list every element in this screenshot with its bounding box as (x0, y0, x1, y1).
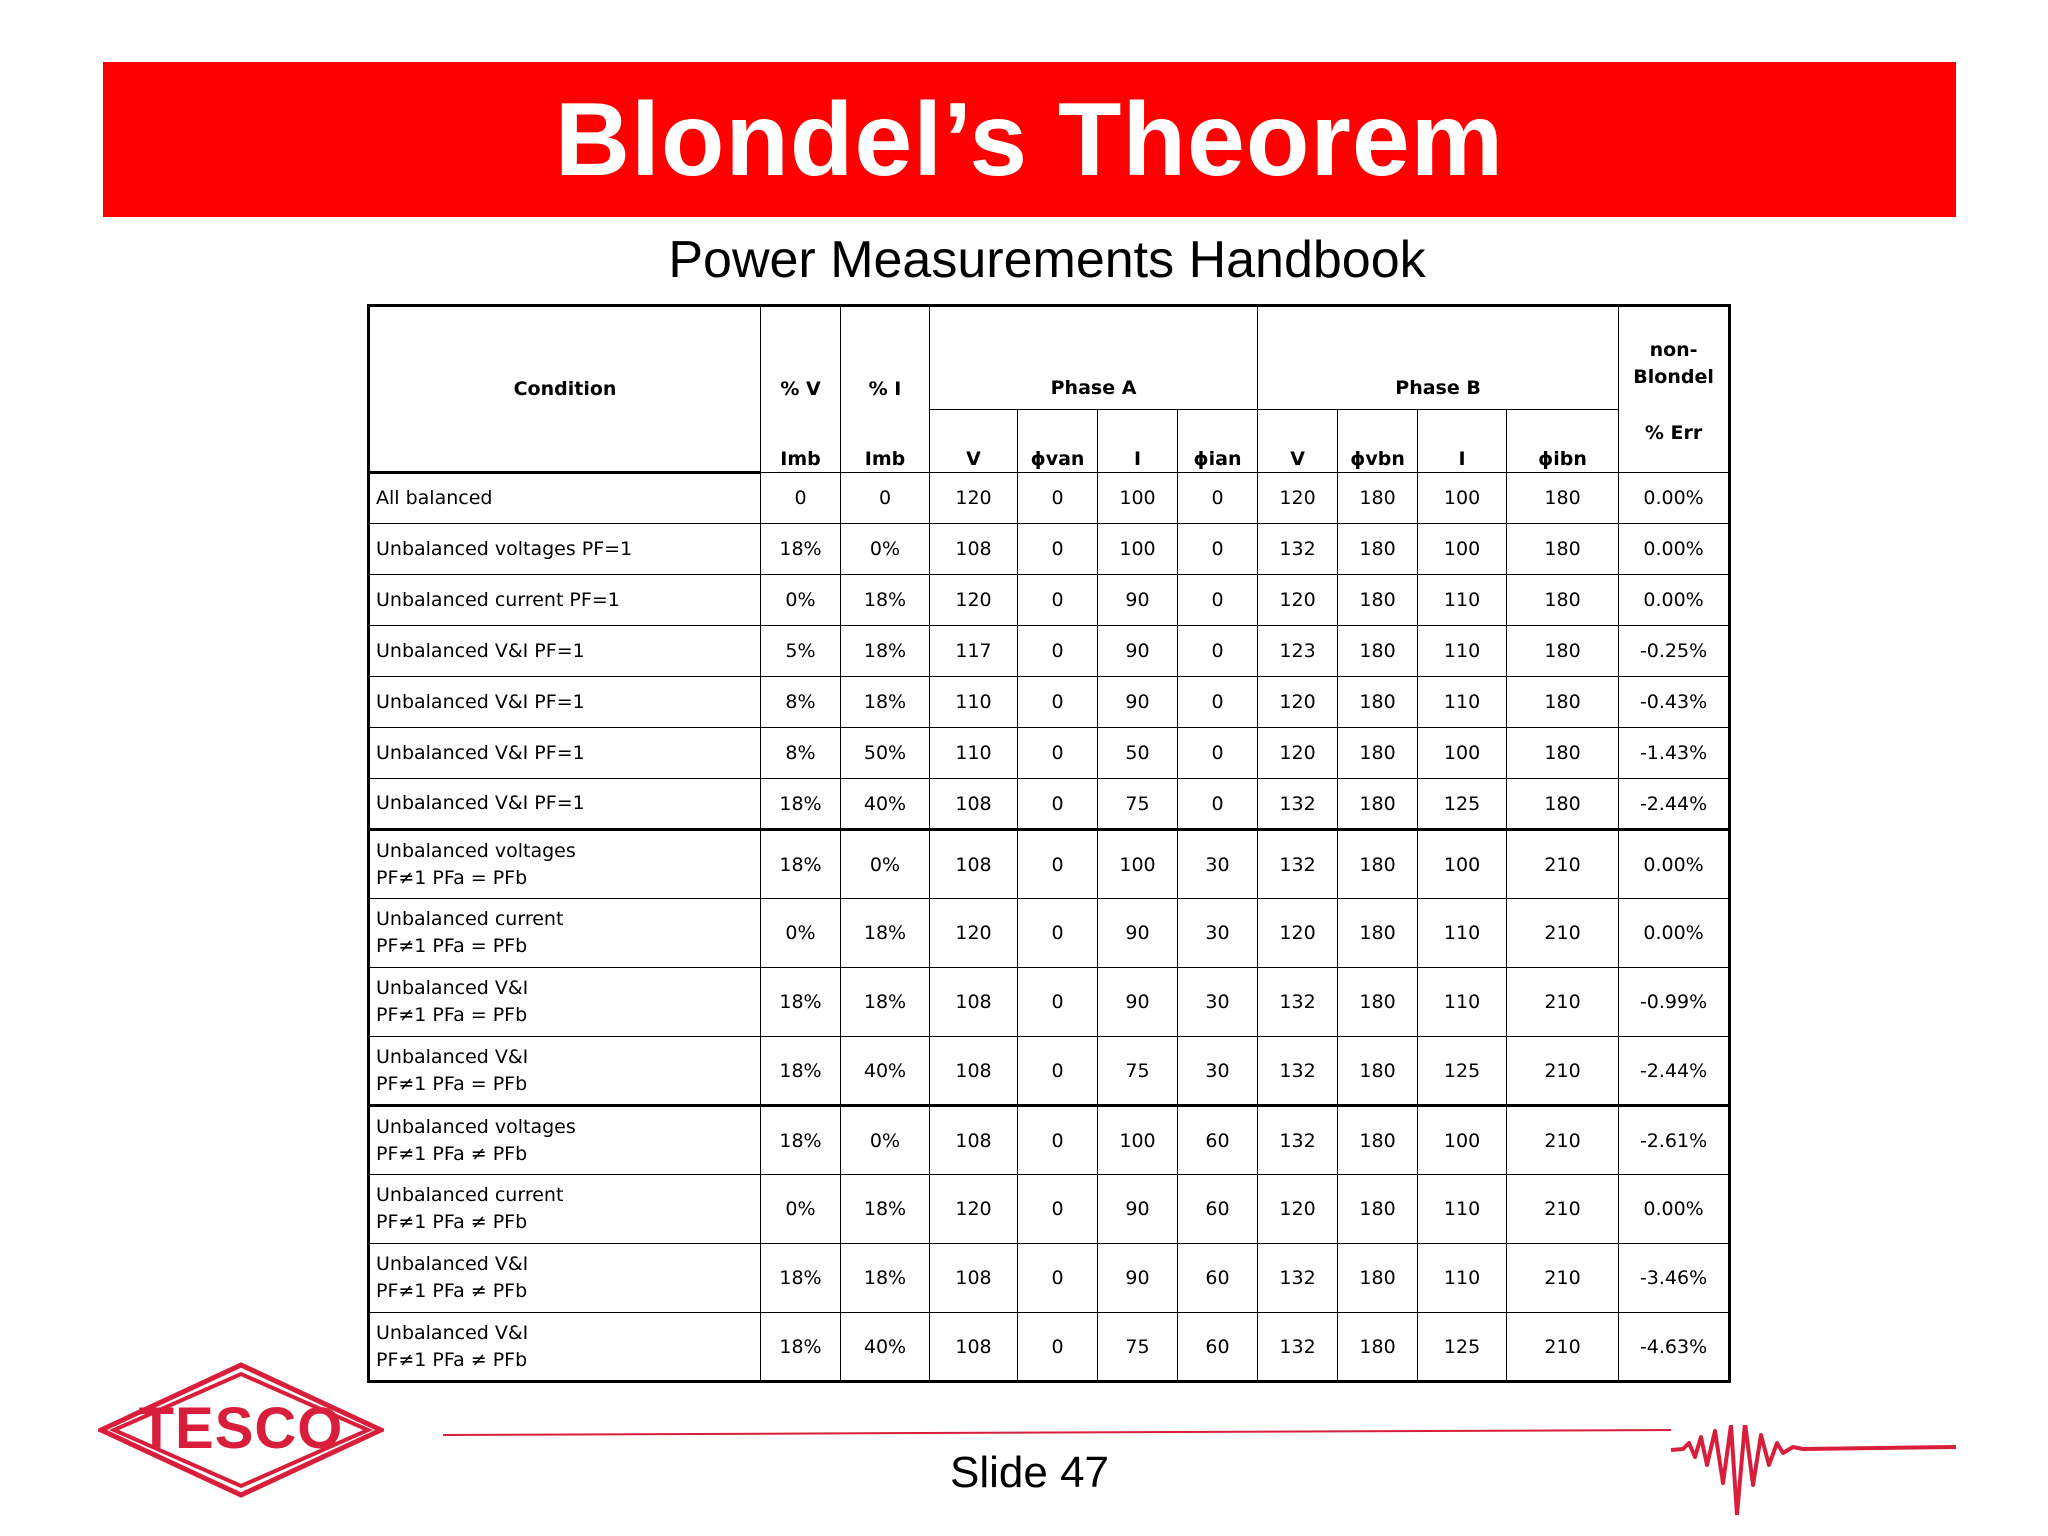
cell-b-phi-vbn: 180 (1338, 524, 1418, 575)
cell-b-phi-vbn: 180 (1338, 968, 1418, 1037)
cell-a-v: 117 (930, 626, 1018, 677)
cell-condition (369, 1106, 761, 1175)
condition-line1: Unbalanced voltages (376, 839, 576, 862)
cell-b-v: 123 (1258, 626, 1338, 677)
header-err: % Err (1619, 410, 1730, 473)
cell-b-phi-ibn: 180 (1507, 575, 1619, 626)
cell-condition (369, 575, 761, 626)
tesco-logo (98, 1362, 384, 1498)
cell-a-phi-van: 0 (1018, 473, 1098, 524)
condition-line1: Unbalanced current PF=1 (376, 588, 620, 611)
cell-condition (369, 1037, 761, 1106)
cell-a-i: 90 (1098, 899, 1178, 968)
condition-line2: PF≠1 PFa = PFb (376, 1072, 528, 1095)
condition-line1: Unbalanced current (376, 908, 564, 930)
cell-pct-i-imb: 40% (841, 1037, 930, 1106)
cell-a-phi-van: 0 (1018, 575, 1098, 626)
cell-pct-i-imb: 18% (841, 575, 930, 626)
cell-a-v: 108 (930, 1244, 1018, 1313)
cell-a-i: 90 (1098, 677, 1178, 728)
header-b-phi-ibn: ϕibn (1507, 410, 1619, 473)
table-row (369, 626, 1730, 677)
cell-pct-v-imb: 0% (761, 899, 841, 968)
cell-err: -2.44% (1619, 1037, 1730, 1106)
cell-b-i: 110 (1418, 968, 1507, 1037)
table-row (369, 779, 1730, 830)
cell-a-i: 75 (1098, 1037, 1178, 1106)
cell-a-phi-van: 0 (1018, 1244, 1098, 1313)
cell-b-phi-ibn: 210 (1507, 1313, 1619, 1382)
cell-pct-i-imb: 18% (841, 1175, 930, 1244)
condition-line2: PF≠1 PFa = PFb (376, 935, 528, 957)
table-row (369, 473, 1730, 524)
condition-line1: All balanced (376, 487, 493, 509)
cell-a-phi-ian: 0 (1178, 473, 1258, 524)
cell-b-i: 125 (1418, 1313, 1507, 1382)
cell-a-phi-van: 0 (1018, 968, 1098, 1037)
table-body (369, 473, 1730, 1382)
cell-b-phi-ibn: 180 (1507, 626, 1619, 677)
cell-pct-i-imb: 18% (841, 968, 930, 1037)
cell-b-v: 132 (1258, 779, 1338, 830)
cell-b-phi-vbn: 180 (1338, 899, 1418, 968)
cell-pct-v-imb: 18% (761, 830, 841, 899)
cell-a-v: 108 (930, 524, 1018, 575)
cell-b-v: 132 (1258, 1037, 1338, 1106)
cell-condition (369, 1313, 761, 1382)
cell-a-v: 110 (930, 677, 1018, 728)
cell-pct-i-imb: 18% (841, 899, 930, 968)
cell-b-i: 110 (1418, 1244, 1507, 1313)
cell-a-i: 100 (1098, 524, 1178, 575)
header-non-blondel-line1: non- (1649, 339, 1698, 361)
table-row (369, 899, 1730, 968)
cell-a-phi-ian: 30 (1178, 830, 1258, 899)
cell-a-i: 100 (1098, 473, 1178, 524)
cell-condition (369, 968, 761, 1037)
cell-b-phi-vbn: 180 (1338, 728, 1418, 779)
condition-line1: Unbalanced V&I PF=1 (376, 741, 585, 764)
cell-a-phi-van: 0 (1018, 524, 1098, 575)
cell-pct-v-imb: 8% (761, 728, 841, 779)
condition-line1: Unbalanced V&I (376, 1045, 529, 1068)
cell-b-phi-ibn: 210 (1507, 1106, 1619, 1175)
cell-b-v: 132 (1258, 1106, 1338, 1175)
header-non-blondel-line2: Blondel (1633, 366, 1714, 388)
cell-b-phi-ibn: 210 (1507, 899, 1619, 968)
header-non-blondel (1619, 306, 1730, 410)
cell-pct-i-imb: 40% (841, 779, 930, 830)
cell-a-v: 120 (930, 473, 1018, 524)
cell-a-i: 90 (1098, 575, 1178, 626)
cell-a-phi-van: 0 (1018, 830, 1098, 899)
cell-a-phi-ian: 30 (1178, 968, 1258, 1037)
cell-b-phi-ibn: 180 (1507, 677, 1619, 728)
cell-a-phi-ian: 0 (1178, 728, 1258, 779)
cell-b-i: 125 (1418, 1037, 1507, 1106)
table-row (369, 1037, 1730, 1106)
header-phase-a: Phase A (930, 306, 1258, 410)
cell-b-v: 120 (1258, 473, 1338, 524)
cell-b-phi-ibn: 210 (1507, 1175, 1619, 1244)
cell-b-v: 120 (1258, 728, 1338, 779)
cell-pct-v-imb: 0 (761, 473, 841, 524)
cell-b-i: 100 (1418, 524, 1507, 575)
condition-line1: Unbalanced V&I PF=1 (376, 690, 585, 713)
table-row (369, 1244, 1730, 1313)
cell-err: -4.63% (1619, 1313, 1730, 1382)
cell-err: 0.00% (1619, 575, 1730, 626)
cell-pct-v-imb: 18% (761, 1244, 841, 1313)
cell-err: -0.99% (1619, 968, 1730, 1037)
condition-line2: PF≠1 PFa = PFb (376, 1004, 528, 1026)
table-row (369, 728, 1730, 779)
cell-b-v: 132 (1258, 524, 1338, 575)
cell-pct-v-imb: 18% (761, 1106, 841, 1175)
table-row (369, 968, 1730, 1037)
cell-a-phi-ian: 60 (1178, 1175, 1258, 1244)
cell-a-i: 50 (1098, 728, 1178, 779)
cell-b-phi-vbn: 180 (1338, 830, 1418, 899)
cell-condition (369, 473, 761, 524)
header-b-phi-vbn: ϕvbn (1338, 410, 1418, 473)
cell-a-phi-ian: 30 (1178, 1037, 1258, 1106)
table-row (369, 1106, 1730, 1175)
header-pct-i-imb: Imb (841, 410, 930, 473)
header-a-v: V (930, 410, 1018, 473)
cell-condition (369, 728, 761, 779)
cell-a-phi-van: 0 (1018, 779, 1098, 830)
table-row (369, 830, 1730, 899)
cell-pct-v-imb: 18% (761, 524, 841, 575)
cell-b-v: 120 (1258, 575, 1338, 626)
cell-a-phi-van: 0 (1018, 677, 1098, 728)
cell-condition (369, 830, 761, 899)
cell-b-phi-vbn: 180 (1338, 473, 1418, 524)
cell-b-i: 110 (1418, 626, 1507, 677)
cell-a-phi-van: 0 (1018, 1106, 1098, 1175)
cell-err: -2.44% (1619, 779, 1730, 830)
header-condition: Condition (369, 306, 761, 473)
condition-line1: Unbalanced current (376, 1184, 564, 1206)
cell-b-phi-ibn: 210 (1507, 830, 1619, 899)
condition-line1: Unbalanced V&I (376, 977, 529, 999)
condition-line2: PF≠1 PFa ≠ PFb (376, 1348, 528, 1371)
cell-a-i: 100 (1098, 830, 1178, 899)
cell-b-phi-vbn: 180 (1338, 1037, 1418, 1106)
cell-pct-v-imb: 18% (761, 968, 841, 1037)
cell-b-phi-ibn: 210 (1507, 1244, 1619, 1313)
table-row (369, 1313, 1730, 1382)
cell-condition (369, 1244, 761, 1313)
cell-err: -3.46% (1619, 1244, 1730, 1313)
cell-b-phi-ibn: 210 (1507, 1037, 1619, 1106)
cell-a-phi-van: 0 (1018, 1037, 1098, 1106)
cell-b-i: 110 (1418, 899, 1507, 968)
cell-a-v: 120 (930, 1175, 1018, 1244)
slide-subtitle: Power Measurements Handbook (668, 231, 1426, 289)
cell-pct-v-imb: 5% (761, 626, 841, 677)
condition-line1: Unbalanced V&I (376, 1321, 529, 1344)
condition-line1: Unbalanced voltages PF=1 (376, 537, 633, 560)
cell-condition (369, 1175, 761, 1244)
cell-b-i: 100 (1418, 1106, 1507, 1175)
cell-b-i: 110 (1418, 677, 1507, 728)
cell-b-v: 120 (1258, 1175, 1338, 1244)
cell-pct-i-imb: 50% (841, 728, 930, 779)
cell-b-phi-vbn: 180 (1338, 626, 1418, 677)
cell-b-phi-vbn: 180 (1338, 677, 1418, 728)
cell-err: 0.00% (1619, 524, 1730, 575)
cell-b-i: 110 (1418, 575, 1507, 626)
cell-pct-v-imb: 8% (761, 677, 841, 728)
cell-b-phi-vbn: 180 (1338, 1106, 1418, 1175)
cell-pct-v-imb: 18% (761, 1037, 841, 1106)
cell-condition (369, 899, 761, 968)
blondel-table (367, 304, 1731, 1383)
slide-title: Blondel’s Theorem (554, 81, 1505, 198)
cell-a-v: 108 (930, 779, 1018, 830)
header-a-phi-ian: ϕian (1178, 410, 1258, 473)
cell-err: 0.00% (1619, 1175, 1730, 1244)
cell-a-phi-ian: 60 (1178, 1106, 1258, 1175)
cell-a-phi-ian: 0 (1178, 626, 1258, 677)
cell-b-v: 132 (1258, 1244, 1338, 1313)
cell-err: -2.61% (1619, 1106, 1730, 1175)
slide-number: Slide 47 (950, 1448, 1110, 1497)
header-b-i: I (1418, 410, 1507, 473)
cell-b-phi-ibn: 210 (1507, 968, 1619, 1037)
cell-b-i: 100 (1418, 473, 1507, 524)
condition-line2: PF≠1 PFa ≠ PFb (376, 1211, 528, 1233)
cell-a-v: 108 (930, 1313, 1018, 1382)
cell-a-i: 90 (1098, 968, 1178, 1037)
cell-pct-v-imb: 18% (761, 779, 841, 830)
cell-a-phi-van: 0 (1018, 1313, 1098, 1382)
cell-condition (369, 677, 761, 728)
cell-err: 0.00% (1619, 830, 1730, 899)
cell-condition (369, 524, 761, 575)
cell-pct-i-imb: 40% (841, 1313, 930, 1382)
cell-b-phi-ibn: 180 (1507, 728, 1619, 779)
cell-b-i: 100 (1418, 728, 1507, 779)
cell-a-v: 108 (930, 830, 1018, 899)
cell-a-phi-ian: 30 (1178, 899, 1258, 968)
cell-pct-i-imb: 0% (841, 524, 930, 575)
cell-b-i: 100 (1418, 830, 1507, 899)
cell-b-phi-vbn: 180 (1338, 779, 1418, 830)
condition-line1: Unbalanced V&I (376, 1253, 529, 1275)
cell-a-v: 120 (930, 899, 1018, 968)
cell-b-phi-vbn: 180 (1338, 1244, 1418, 1313)
cell-b-v: 120 (1258, 899, 1338, 968)
cell-pct-i-imb: 0% (841, 830, 930, 899)
title-bar (103, 62, 1956, 217)
cell-a-phi-van: 0 (1018, 1175, 1098, 1244)
condition-line2: PF≠1 PFa ≠ PFb (376, 1142, 528, 1165)
header-pct-v: % V (761, 306, 841, 410)
cell-b-phi-vbn: 180 (1338, 1175, 1418, 1244)
condition-line1: Unbalanced V&I PF=1 (376, 792, 585, 814)
header-b-v: V (1258, 410, 1338, 473)
cell-b-v: 132 (1258, 830, 1338, 899)
cell-b-v: 132 (1258, 1313, 1338, 1382)
header-pct-i: % I (841, 306, 930, 410)
cell-condition (369, 779, 761, 830)
cell-a-v: 108 (930, 968, 1018, 1037)
logo-text: TESCO (138, 1396, 344, 1461)
condition-line1: Unbalanced voltages (376, 1115, 576, 1138)
table-row (369, 524, 1730, 575)
cell-a-phi-ian: 60 (1178, 1244, 1258, 1313)
cell-b-i: 110 (1418, 1175, 1507, 1244)
cell-a-phi-van: 0 (1018, 626, 1098, 677)
cell-pct-v-imb: 18% (761, 1313, 841, 1382)
header-a-phi-van: ϕvan (1018, 410, 1098, 473)
cell-pct-i-imb: 18% (841, 1244, 930, 1313)
cell-a-i: 100 (1098, 1106, 1178, 1175)
cell-a-i: 75 (1098, 779, 1178, 830)
table-row (369, 575, 1730, 626)
cell-a-i: 90 (1098, 1244, 1178, 1313)
condition-line1: Unbalanced V&I PF=1 (376, 639, 585, 662)
cell-a-v: 120 (930, 575, 1018, 626)
condition-line2: PF≠1 PFa = PFb (376, 866, 528, 889)
accent-wave-line (443, 1425, 1956, 1515)
cell-err: 0.00% (1619, 473, 1730, 524)
cell-a-phi-ian: 60 (1178, 1313, 1258, 1382)
header-a-i: I (1098, 410, 1178, 473)
table-row (369, 677, 1730, 728)
cell-a-phi-van: 0 (1018, 899, 1098, 968)
cell-b-phi-ibn: 180 (1507, 473, 1619, 524)
cell-a-phi-ian: 0 (1178, 779, 1258, 830)
cell-a-phi-van: 0 (1018, 728, 1098, 779)
cell-pct-i-imb: 18% (841, 626, 930, 677)
header-phase-b: Phase B (1258, 306, 1619, 410)
cell-a-phi-ian: 0 (1178, 677, 1258, 728)
cell-a-i: 90 (1098, 1175, 1178, 1244)
cell-err: 0.00% (1619, 899, 1730, 968)
cell-pct-v-imb: 0% (761, 575, 841, 626)
cell-b-v: 120 (1258, 677, 1338, 728)
cell-a-phi-ian: 0 (1178, 524, 1258, 575)
cell-a-i: 90 (1098, 626, 1178, 677)
cell-condition (369, 626, 761, 677)
cell-b-v: 132 (1258, 968, 1338, 1037)
cell-err: -1.43% (1619, 728, 1730, 779)
cell-err: -0.43% (1619, 677, 1730, 728)
cell-a-v: 108 (930, 1106, 1018, 1175)
cell-a-v: 108 (930, 1037, 1018, 1106)
cell-pct-i-imb: 0 (841, 473, 930, 524)
cell-a-v: 110 (930, 728, 1018, 779)
cell-pct-i-imb: 0% (841, 1106, 930, 1175)
cell-b-phi-vbn: 180 (1338, 1313, 1418, 1382)
header-pct-v-imb: Imb (761, 410, 841, 473)
cell-b-phi-vbn: 180 (1338, 575, 1418, 626)
cell-err: -0.25% (1619, 626, 1730, 677)
cell-pct-v-imb: 0% (761, 1175, 841, 1244)
cell-pct-i-imb: 18% (841, 677, 930, 728)
cell-b-phi-ibn: 180 (1507, 779, 1619, 830)
cell-b-i: 125 (1418, 779, 1507, 830)
condition-line2: PF≠1 PFa ≠ PFb (376, 1280, 528, 1302)
table-row (369, 1175, 1730, 1244)
cell-b-phi-ibn: 180 (1507, 524, 1619, 575)
cell-a-phi-ian: 0 (1178, 575, 1258, 626)
cell-a-i: 75 (1098, 1313, 1178, 1382)
